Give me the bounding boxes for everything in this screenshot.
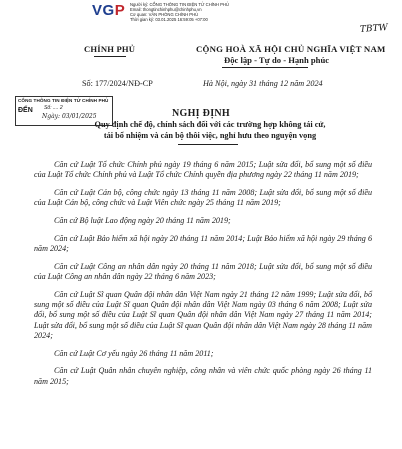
stamp-title: CỔNG THÔNG TIN ĐIỆN TỬ CHÍNH PHỦ [18,98,109,103]
preamble-paragraph: Căn cứ Bộ luật Lao động ngày 20 tháng 11 năm 2019; [54,216,231,225]
preamble-paragraph: Căn cứ Luật Quân nhân chuyên nghiệp, công nhân và viên chức quốc phòng ngày 26 tháng 11 năm 2015; [34,366,372,386]
national-title: CỘNG HOÀ XÃ HỘI CHỦ NGHĨA VIỆT NAM [196,44,386,54]
sign-time-line: Thời gian ký: 03.01.2025 16:59:05 +07:00 [130,17,208,22]
preamble [34,160,372,394]
preamble-paragraph: Căn cứ Luật Sĩ quan Quân đội nhân dân Việt Nam ngày 21 tháng 12 năm 1999; Luật sửa đổi, bổ sung một số điều của Luật Sĩ quan Quân đội nhân dân Việt Nam ngày 03 tháng 6 năm 2008; Luật sửa đổi, bổ sung một số điều của Luật Sĩ quan Quân đội nhân dân Việt Nam ngày 27 tháng 11 năm 2014; Luật sửa đổi, bổ sung một số điều của Luật Sĩ quan Quân đội nhân dân Việt Nam ngày 28 tháng 11 năm 2024; [34,289,372,341]
vgp-logo: VGP [92,2,126,19]
email-line: Email: thongtinchinhphu@chinhphu.vn [130,7,202,12]
digital-signature-info [130,2,260,22]
vgp-logo-p: P [114,2,126,19]
stamp-den-label: ĐẾN [18,107,33,114]
decree-heading: NGHỊ ĐỊNH [172,108,230,119]
stamp-date: Ngày: 03/01/2025 [42,113,97,120]
preamble-paragraph: Căn cứ Luật Bảo hiểm xã hội ngày 20 tháng 11 năm 2014; Luật Bảo hiểm xã hội ngày 29 tháng 6 năm 2024; [34,233,372,253]
subject-line-2: tái bổ nhiệm và cán bộ thôi việc, nghỉ hưu theo nguyện vọng [103,130,317,140]
handwritten-note: TBTW [359,23,389,35]
issuing-organization: CHÍNH PHỦ [84,44,136,54]
subject-line-1: Quy định chế độ, chính sách đối với các trường hợp không tái cử, [94,120,326,129]
motto-underline [222,67,308,68]
decree-subject [60,120,360,141]
agency-line: Cơ quan: VĂN PHÒNG CHÍNH PHỦ [130,12,199,17]
preamble-paragraph: Căn cứ Luật Công an nhân dân ngày 20 tháng 11 năm 2018; Luật sửa đổi, bổ sung một số điều của Luật Công an nhân dân ngày 22 tháng 6 năm 2023; [34,261,372,281]
preamble-paragraph: Căn cứ Luật Tổ chức Chính phủ ngày 19 tháng 6 năm 2015; Luật sửa đổi, bổ sung một số điều của Luật Tổ chức Chính phủ và Luật Tổ chức Chính quyền địa phương ngày 22 tháng 11 năm 2019; [34,160,372,180]
place-and-date: Hà Nội, ngày 31 tháng 12 năm 2024 [203,79,323,88]
preamble-paragraph: Căn cứ Luật Cán bộ, công chức ngày 13 tháng 11 năm 2008; Luật sửa đổi, bổ sung một số điều của Luật Cán bộ, công chức và Luật Viên chức ngày 25 tháng 11 năm 2019; [34,188,372,208]
signer-line: Người ký: CỔNG THÔNG TIN ĐIỆN TỬ CHÍNH PHỦ [130,2,229,7]
org-underline [94,56,126,57]
stamp-so-label: Số: .... 2 [44,105,63,111]
document-number: Số: 177/2024/NĐ-CP [82,79,153,88]
national-motto: Độc lập - Tự do - Hạnh phúc [224,55,330,65]
subject-underline [178,144,238,145]
preamble-paragraph: Căn cứ Luật Cơ yếu ngày 26 tháng 11 năm 2011; [54,348,214,358]
